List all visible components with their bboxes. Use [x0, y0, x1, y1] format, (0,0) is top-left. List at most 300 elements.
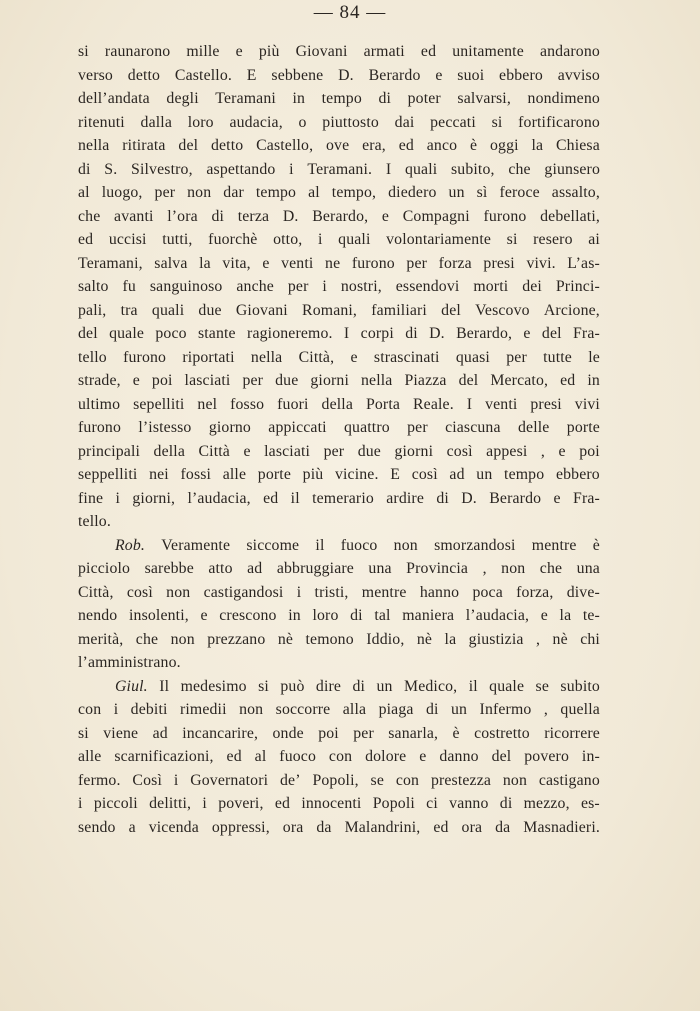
- word: giorni,: [132, 489, 176, 507]
- text-line: [78, 158, 600, 182]
- word: ritirata: [122, 137, 166, 154]
- text-line: [78, 393, 600, 417]
- word: così: [446, 442, 473, 460]
- word: es-: [580, 795, 600, 812]
- word: si: [491, 113, 503, 131]
- text-line: [78, 604, 600, 628]
- word: assalto,: [551, 184, 600, 201]
- word: e: [435, 66, 443, 84]
- word: E: [390, 466, 401, 483]
- word: castigano: [538, 771, 600, 789]
- word: ed: [274, 795, 291, 812]
- word: sepelliti: [133, 395, 185, 413]
- word: fuoco: [340, 536, 378, 554]
- word: non: [502, 771, 528, 789]
- text-line: [78, 87, 600, 111]
- word: e: [381, 207, 390, 225]
- word: ebbero: [499, 66, 543, 84]
- word: ed: [398, 137, 414, 154]
- word: oppressi,: [211, 818, 270, 836]
- word: Città,: [78, 583, 114, 601]
- word: e: [553, 489, 561, 507]
- word: fuori: [277, 395, 309, 413]
- word: sarebbe: [144, 560, 194, 577]
- word: ove: [326, 137, 350, 154]
- text-line: [78, 369, 600, 393]
- text-line: [78, 816, 600, 840]
- word: al: [254, 748, 267, 765]
- word: te-: [582, 607, 600, 624]
- word: Teramani.: [307, 160, 373, 178]
- text-line: [78, 416, 600, 440]
- word: tempo: [504, 466, 545, 483]
- word: da: [495, 818, 511, 836]
- word: del: [78, 325, 98, 342]
- word: ed: [78, 231, 94, 248]
- word: I: [466, 395, 473, 413]
- word: per: [353, 724, 374, 742]
- word: più: [258, 43, 280, 60]
- word: che: [78, 207, 101, 225]
- word: delle: [517, 419, 550, 436]
- word: Teramani,: [78, 254, 143, 272]
- word: i: [78, 795, 83, 812]
- word: costretto: [474, 724, 530, 742]
- word: Fra-: [573, 489, 600, 507]
- word: quale: [489, 677, 525, 695]
- word: andarono: [539, 43, 600, 60]
- word: non: [170, 630, 195, 648]
- word: che: [135, 630, 159, 648]
- word: ed: [433, 818, 449, 836]
- word: si: [78, 724, 89, 742]
- word: soccorre: [275, 701, 331, 718]
- word: picciolo: [78, 560, 131, 577]
- word: due: [275, 372, 299, 389]
- text-line: [78, 275, 600, 299]
- word: sì: [476, 184, 488, 201]
- word: Romani,: [302, 301, 358, 319]
- word: Il: [159, 677, 170, 695]
- word: temerario: [312, 489, 374, 507]
- word: dar: [223, 184, 244, 201]
- word: dai: [394, 113, 415, 131]
- word: familiari: [371, 301, 427, 319]
- word: uccisi: [108, 231, 147, 248]
- word: ora: [461, 818, 483, 836]
- word: venti: [485, 395, 518, 413]
- word: diedero: [388, 184, 437, 201]
- word: tutte: [543, 348, 572, 366]
- word: quale: [109, 325, 145, 342]
- word: ed: [560, 372, 576, 389]
- word: Porta: [365, 395, 401, 413]
- word: ora: [282, 818, 304, 836]
- word: presi: [530, 395, 562, 413]
- body-text: [78, 40, 600, 839]
- word: Malandrini,: [344, 818, 421, 836]
- word: con: [328, 748, 353, 765]
- word: alle: [222, 466, 247, 483]
- word: l’istesso: [138, 419, 192, 436]
- word: Iddio,: [366, 630, 405, 648]
- word: alla: [342, 701, 367, 718]
- word: atto: [208, 560, 233, 577]
- word: l’ora: [167, 207, 198, 225]
- word: Governatori: [190, 771, 269, 789]
- word: dell’andata: [78, 90, 150, 107]
- word: quali: [151, 301, 185, 319]
- word: Popoli: [372, 795, 415, 812]
- word: S.: [104, 160, 118, 178]
- word: piuttosto: [322, 113, 379, 131]
- word: tal: [374, 607, 391, 624]
- word: merità,: [78, 630, 124, 648]
- page-number: — 84 —: [313, 2, 387, 23]
- word: morti: [473, 278, 509, 295]
- word: sendo: [78, 818, 116, 836]
- word: nendo: [78, 607, 118, 624]
- word: ,: [482, 560, 487, 577]
- word: poco: [155, 325, 187, 342]
- word: ardire: [386, 489, 424, 507]
- word: quali: [338, 231, 371, 248]
- word: per: [287, 278, 309, 295]
- word: resero: [533, 231, 573, 248]
- word: scarnificazioni,: [114, 748, 214, 765]
- word: delitti,: [149, 795, 192, 812]
- word: poi: [318, 724, 339, 742]
- word: poca: [472, 583, 503, 601]
- word: della: [321, 395, 353, 413]
- word: in: [288, 607, 301, 624]
- word: chi: [580, 630, 600, 648]
- word: che: [508, 160, 531, 178]
- word: D.: [429, 325, 445, 342]
- word: se: [535, 677, 550, 695]
- word: Berardo,: [456, 325, 513, 342]
- word: non: [166, 583, 191, 601]
- word: degli: [166, 90, 199, 107]
- word: nè: [552, 630, 568, 648]
- word: presi: [483, 254, 515, 272]
- word: l’amministrano.: [78, 654, 181, 671]
- word: detto: [127, 66, 161, 84]
- word: anco: [426, 137, 458, 154]
- speaker-label: Rob.: [115, 536, 145, 554]
- word: porte: [257, 466, 292, 483]
- word: appiccati: [268, 419, 327, 436]
- word: forza: [438, 254, 472, 272]
- word: un: [448, 184, 465, 201]
- word: una: [368, 560, 392, 577]
- word: D.: [282, 207, 299, 225]
- word: che: [539, 560, 563, 577]
- word: Mercato,: [490, 372, 549, 389]
- word: I: [343, 325, 350, 342]
- text-line: [78, 134, 600, 158]
- word: ed: [226, 748, 242, 765]
- word: era,: [362, 137, 386, 154]
- word: lasciati: [184, 372, 231, 389]
- word: giorni: [394, 442, 434, 460]
- word: ,: [535, 630, 541, 648]
- word: Chiesa: [556, 137, 600, 154]
- word: Giovani: [295, 43, 348, 60]
- word: i: [296, 583, 302, 601]
- word: il: [290, 489, 300, 507]
- word: I: [385, 160, 392, 178]
- word: Berardo,: [312, 207, 369, 225]
- word: sanguinoso: [149, 278, 223, 295]
- word: si: [258, 677, 269, 695]
- word: vicenda: [148, 818, 199, 836]
- word: aspettando: [206, 160, 276, 178]
- text-line: [78, 510, 600, 534]
- word: Città,: [298, 348, 335, 366]
- word: riportati: [182, 348, 235, 366]
- word: tutti,: [162, 231, 193, 248]
- word: nella: [361, 372, 393, 389]
- word: ed: [263, 489, 279, 507]
- word: insolenti,: [128, 607, 189, 624]
- word: unitamente: [452, 43, 524, 60]
- word: innocenti: [301, 795, 362, 812]
- word: Castello.: [174, 66, 232, 84]
- word: e: [523, 325, 531, 342]
- word: Così: [132, 771, 162, 789]
- word: ad: [247, 560, 263, 577]
- word: incancarire,: [182, 724, 259, 742]
- word: ai: [588, 231, 600, 248]
- word: Medico,: [404, 677, 458, 695]
- word: e: [419, 748, 427, 765]
- text-line: [78, 769, 600, 793]
- word: i: [317, 231, 323, 248]
- word: anche: [236, 278, 274, 295]
- word: Provincia: [406, 560, 469, 577]
- word: per: [154, 184, 176, 201]
- word: maniera: [402, 607, 455, 624]
- text-line: [78, 440, 600, 464]
- word: hanno: [419, 583, 460, 601]
- word: otto,: [273, 231, 303, 248]
- word: ci: [426, 795, 438, 812]
- word: tempo: [255, 184, 297, 201]
- word: feroce: [499, 184, 540, 201]
- word: audacia,: [229, 113, 283, 131]
- word: ritenuti: [78, 113, 125, 131]
- word: fine: [78, 489, 104, 507]
- text-line: [78, 299, 600, 323]
- word: giorni: [310, 372, 349, 389]
- word: a: [128, 818, 136, 836]
- word: i: [115, 489, 121, 507]
- word: nella: [78, 137, 110, 154]
- word: Reale.: [412, 395, 454, 413]
- word: per: [323, 442, 345, 460]
- word: furono: [78, 419, 122, 436]
- word: ultimo: [78, 395, 121, 413]
- word: poveri,: [218, 795, 264, 812]
- word: ciascuna: [445, 419, 501, 436]
- word: crescono: [219, 607, 277, 624]
- word: per: [407, 419, 428, 436]
- word: prestezza: [430, 771, 492, 789]
- word: salto: [78, 278, 109, 295]
- word: non: [393, 536, 418, 554]
- word: due: [198, 301, 222, 319]
- word: vivi.: [526, 254, 556, 272]
- word: lasciati: [264, 442, 311, 460]
- word: mezzo,: [523, 795, 570, 812]
- word: Fra-: [572, 325, 600, 342]
- word: prezzano: [207, 630, 266, 648]
- word: quattro: [343, 419, 390, 436]
- word: temono: [305, 630, 354, 648]
- word: può: [280, 677, 305, 695]
- word: di: [352, 677, 366, 695]
- word: in: [587, 372, 600, 389]
- word: fuorchè: [208, 231, 258, 248]
- word: volontariamente: [386, 231, 492, 248]
- word: dalla: [140, 113, 172, 131]
- word: poter: [407, 90, 441, 107]
- word: dolore: [365, 748, 407, 765]
- word: un: [376, 677, 393, 695]
- word: Piazza: [404, 372, 447, 389]
- word: mentre: [361, 583, 407, 601]
- text-line: [78, 628, 600, 652]
- word: nè: [277, 630, 294, 648]
- word: il: [468, 677, 478, 695]
- word: Teramani: [215, 90, 276, 107]
- word: la: [444, 630, 457, 648]
- word: non: [187, 184, 212, 201]
- word: vanno: [449, 795, 489, 812]
- text-line: [78, 346, 600, 370]
- text-line: [78, 322, 600, 346]
- word: E: [246, 66, 257, 84]
- word: Masnadieri.: [523, 818, 600, 836]
- word: ebbero: [555, 466, 600, 483]
- word: per: [506, 348, 527, 366]
- word: raunarono: [104, 43, 171, 60]
- word: i: [202, 795, 207, 812]
- word: così: [126, 583, 153, 601]
- word: in-: [581, 748, 600, 765]
- word: tello: [78, 348, 107, 366]
- word: Vescovo: [475, 301, 530, 319]
- word: di: [378, 90, 392, 107]
- word: salva: [154, 254, 188, 272]
- word: e: [350, 348, 358, 366]
- word: Popoli,: [312, 771, 359, 789]
- word: avanti: [114, 207, 154, 225]
- word: e: [235, 43, 243, 60]
- text-line: [78, 698, 600, 722]
- word: l’audacia,: [465, 607, 530, 624]
- word: fermo.: [78, 771, 121, 789]
- word: fosso: [230, 395, 265, 413]
- word: poi: [151, 372, 173, 389]
- word: essendovi: [395, 278, 460, 295]
- word: al: [78, 184, 90, 201]
- text-line: [78, 557, 600, 581]
- word: la: [559, 607, 572, 624]
- word: mentre: [531, 536, 577, 554]
- word: quella: [560, 701, 600, 718]
- word: e: [262, 254, 270, 272]
- word: del: [491, 748, 512, 765]
- word: di: [350, 607, 363, 624]
- word: luogo,: [101, 184, 143, 201]
- text-line: [78, 534, 600, 558]
- word: vita,: [222, 254, 251, 272]
- word: Berardo: [368, 66, 421, 84]
- word: da: [316, 818, 332, 836]
- word: armati: [363, 43, 405, 60]
- word: de’: [280, 771, 301, 789]
- text-line: [78, 675, 600, 699]
- word: furono: [351, 254, 395, 272]
- word: del: [441, 301, 461, 319]
- word: Giovani: [235, 301, 288, 319]
- text-line: [78, 722, 600, 746]
- word: non: [501, 560, 526, 577]
- word: e: [540, 607, 548, 624]
- word: rimedii: [179, 701, 227, 718]
- word: abbruggiare: [276, 560, 354, 577]
- word: terza: [237, 207, 270, 225]
- word: strascinati: [373, 348, 440, 366]
- word: furono: [123, 348, 167, 366]
- word: Infermo: [479, 701, 532, 718]
- word: Città: [198, 442, 230, 460]
- word: si: [78, 43, 89, 60]
- word: della: [153, 442, 185, 460]
- word: Compagni: [402, 207, 470, 225]
- word: di: [436, 489, 449, 507]
- word: i: [173, 771, 179, 789]
- word: principali: [78, 442, 141, 460]
- word: loro: [312, 607, 339, 624]
- word: la: [199, 254, 211, 272]
- word: e: [132, 372, 140, 389]
- word: è: [470, 137, 478, 154]
- word: detto: [210, 137, 244, 154]
- word: mille: [186, 43, 220, 60]
- word: per: [242, 372, 264, 389]
- word: oggi: [489, 137, 519, 154]
- word: ad: [152, 724, 168, 742]
- text-line: [78, 651, 600, 675]
- word: appesi: [486, 442, 528, 460]
- word: i: [289, 160, 294, 178]
- word: suoi: [457, 66, 485, 84]
- word: nostri,: [340, 278, 382, 295]
- word: poi: [579, 442, 600, 460]
- text-line: [78, 252, 600, 276]
- word: seppelliti: [78, 466, 138, 483]
- word: con: [78, 701, 102, 718]
- word: di: [211, 207, 225, 225]
- word: tello.: [78, 513, 111, 530]
- word: se: [370, 771, 385, 789]
- word: salvarsi,: [457, 90, 511, 107]
- word: smorzandosi: [434, 536, 516, 554]
- word: e: [558, 442, 566, 460]
